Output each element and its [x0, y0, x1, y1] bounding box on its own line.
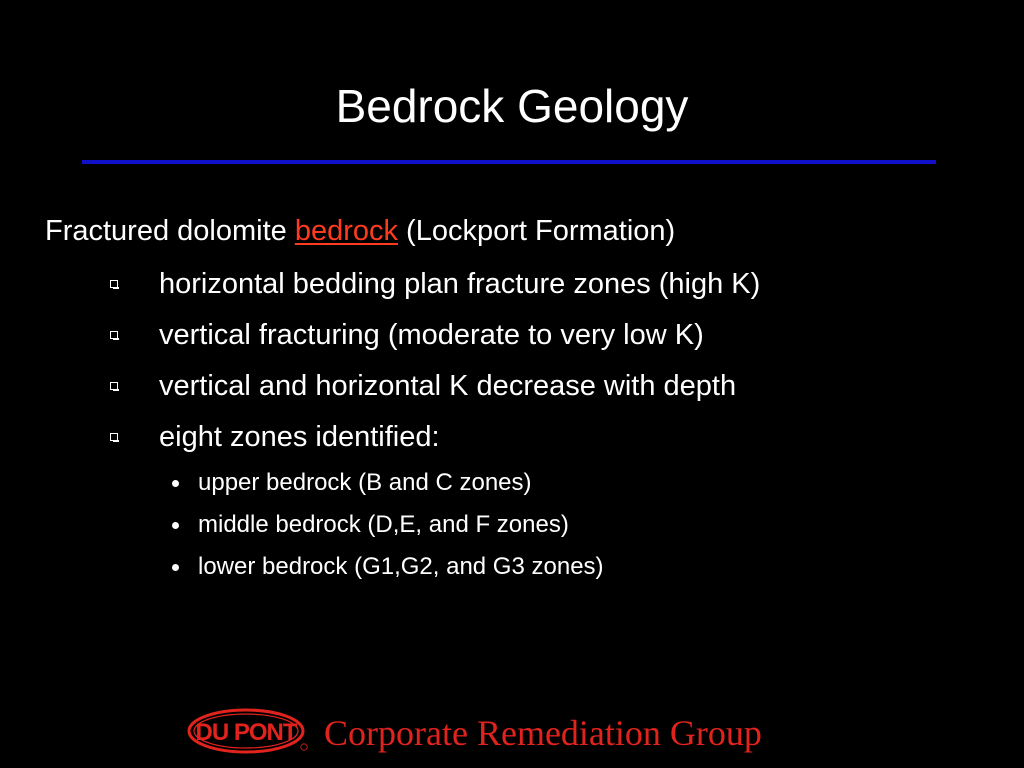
footer: [186, 705, 826, 757]
bullet-text: vertical and horizontal K decrease with depth: [159, 370, 737, 402]
bullet-text: vertical fracturing (moderate to very low K): [159, 319, 704, 351]
sub-bullet-text: lower bedrock (G1,G2, and G3 zones): [198, 553, 604, 580]
dupont-oval-logo-icon: [186, 707, 310, 755]
sub-bullet-text: middle bedrock (D,E, and F zones): [198, 511, 569, 538]
bedrock-link[interactable]: bedrock: [294, 215, 398, 247]
dot-bullet-icon: [172, 522, 179, 529]
intro-suffix: (Lockport Formation): [398, 215, 676, 247]
dot-bullet-icon: [172, 480, 179, 487]
dot-bullet-icon: [172, 564, 179, 571]
intro-line: [45, 213, 675, 249]
sub-bullet-text: upper bedrock (B and C zones): [198, 469, 532, 496]
intro-prefix: Fractured dolomite: [45, 215, 295, 247]
square-bullet-icon: [110, 280, 118, 288]
title-divider: [82, 160, 936, 164]
slide-title: Bedrock Geology: [335, 80, 689, 132]
square-bullet-icon: [110, 382, 118, 390]
logo-wordmark: DU PONT: [195, 719, 297, 746]
bullet-text: eight zones identified:: [159, 421, 440, 453]
bullet-text: horizontal bedding plan fracture zones (high K): [159, 268, 761, 300]
square-bullet-icon: [110, 433, 118, 441]
footer-text: Corporate Remediation Group: [324, 713, 762, 753]
square-bullet-icon: [110, 331, 118, 339]
